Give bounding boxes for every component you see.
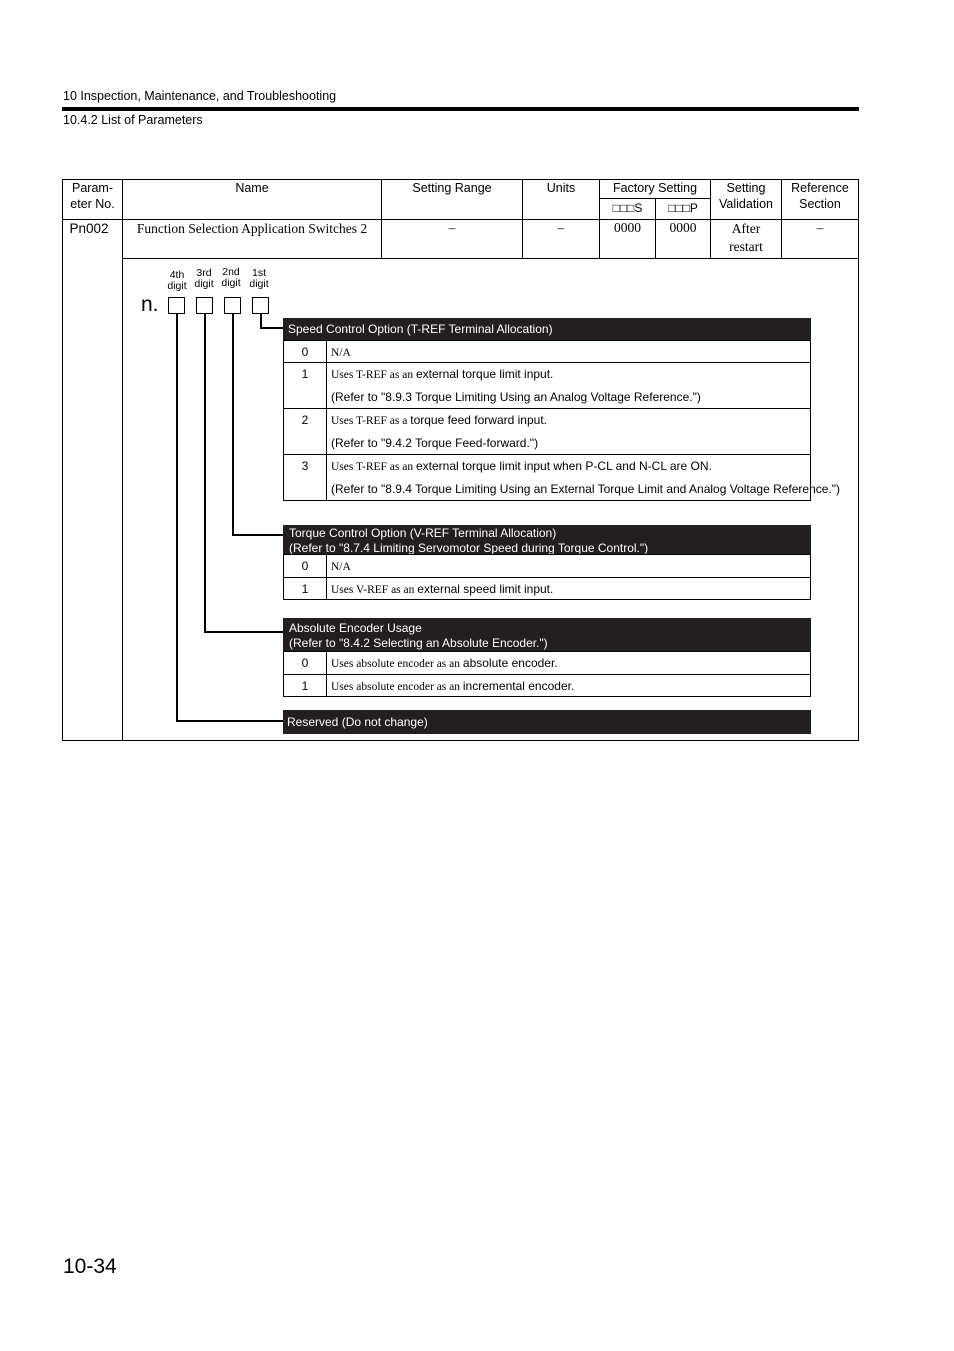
param-units: –: [557, 220, 565, 235]
speed-option-1: 1 Uses T-REF as an external torque limit input. (Refer to "8.9.3 Torque Limiting Using an Analog Voltage Reference."): [284, 362, 810, 409]
param-reference-section: –: [816, 220, 824, 235]
encoder-option-0: 0 Uses absolute encoder as an absolute encoder.: [284, 651, 810, 675]
col-factory-p: □□□P: [668, 201, 698, 215]
digit-box-2nd: [224, 297, 241, 314]
page-number: 10-34: [63, 1255, 117, 1278]
speed-control-header: Speed Control Option (T-REF Terminal Allocation): [283, 318, 811, 341]
col-setting-validation: Setting Validation: [719, 181, 773, 211]
col-factory-s: □□□S: [612, 201, 643, 215]
encoder-usage-header: Absolute Encoder Usage (Refer to "8.4.2 Selecting an Absolute Encoder."): [283, 618, 811, 652]
digit-label-1st: 1st digit: [249, 267, 269, 290]
encoder-usage-table: [283, 651, 811, 697]
prefix-label: n.: [141, 293, 159, 316]
header-rule: [62, 107, 859, 111]
speed-control-table: [283, 340, 841, 501]
section-title: 10.4.2 List of Parameters: [63, 113, 203, 127]
digit-box-4th: [168, 297, 185, 314]
digit-label-2nd: 2nd digit: [221, 266, 241, 289]
col-name: Name: [235, 181, 269, 195]
digit-box-1st: [252, 297, 269, 314]
chapter-title: 10 Inspection, Maintenance, and Troubleshooting: [63, 89, 337, 103]
col-param-no: Param- eter No.: [70, 181, 115, 211]
speed-option-3: 3 Uses T-REF as an external torque limit input when P-CL and N-CL are ON. (Refer to "8.9.4 Torque Limiting Using an External Torque Limit and Analog Voltage Reference."): [284, 454, 810, 501]
col-units: Units: [546, 181, 576, 195]
param-setting-validation: After restart: [729, 221, 763, 254]
param-setting-range: –: [448, 220, 456, 235]
param-number: Pn002: [69, 221, 109, 236]
encoder-option-1: 1 Uses absolute encoder as an incremental encoder.: [284, 674, 810, 697]
speed-option-0: 0 N/A: [284, 340, 810, 363]
col-setting-range: Setting Range: [412, 181, 492, 195]
col-reference-section: Reference Section: [791, 181, 849, 211]
torque-option-0: 0 N/A: [284, 554, 810, 578]
col-factory-setting: Factory Setting: [612, 181, 698, 195]
digit-label-3rd: 3rd digit: [194, 267, 214, 290]
reserved-header: Reserved (Do not change): [283, 710, 811, 734]
torque-control-header: Torque Control Option (V-REF Terminal Allocation) (Refer to "8.7.4 Limiting Servomotor Speed during Torque Control."): [283, 525, 811, 555]
digit-label-4th: 4th digit: [167, 269, 187, 292]
digit-box-3rd: [196, 297, 213, 314]
param-factory-p: 0000: [669, 220, 697, 235]
param-factory-s: 0000: [614, 220, 641, 235]
speed-option-2: 2 Uses T-REF as a torque feed forward input. (Refer to "9.4.2 Torque Feed-forward."): [284, 408, 810, 455]
torque-control-table: [283, 554, 811, 600]
torque-option-1: 1 Uses V-REF as an external speed limit input.: [284, 577, 810, 600]
param-name: Function Selection Application Switches 2: [136, 221, 368, 236]
